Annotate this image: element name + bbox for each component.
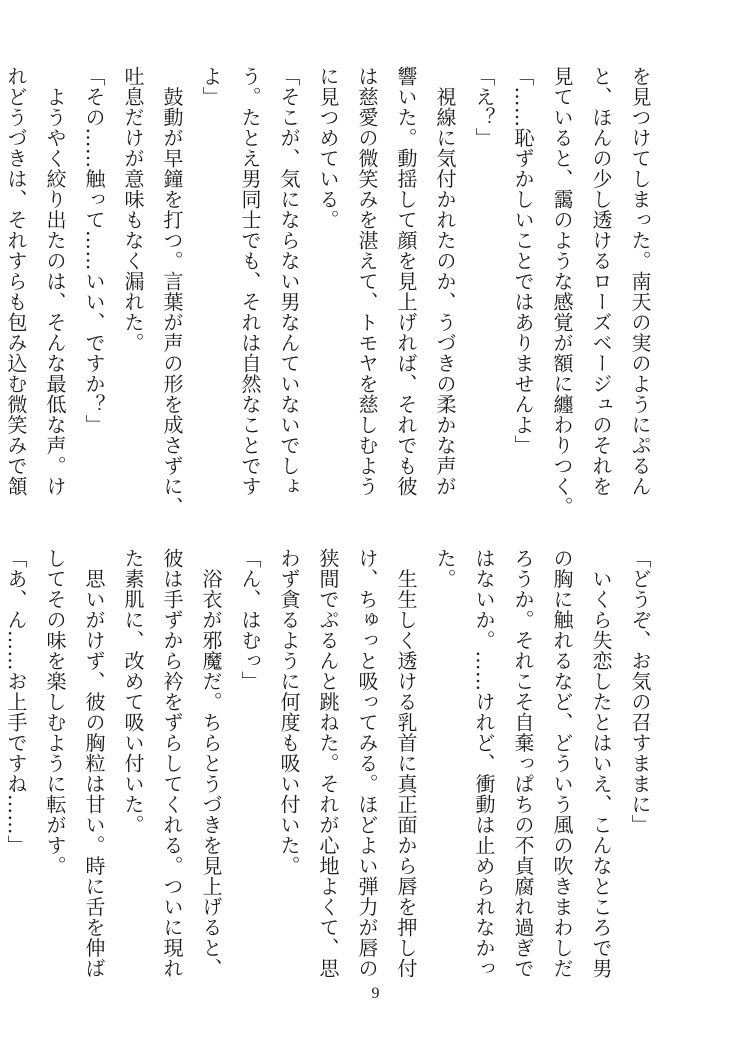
text-line: 生生しく透ける乳首に真正面から唇を押し付	[394, 548, 418, 979]
text-line: を見つけてしまった。南天の実のようにぷるん	[628, 66, 652, 497]
text-line: と、ほんの少し透けるローズベージュのそれを	[589, 66, 613, 497]
text-line: はないか。……けれど、衝動は止められなかっ	[472, 548, 496, 979]
text-line: 「その……触って……いい、ですか？」	[82, 66, 106, 435]
text-line: 彼は手ずから衿をずらしてくれる。ついに現れ	[160, 548, 184, 979]
text-line: に見つめている。	[316, 66, 340, 230]
text-line: う。たとえ男同士でも、それは自然なことです	[238, 66, 262, 497]
text-line: 「……恥ずかしいことではありませんよ」	[511, 66, 535, 456]
text-line: 「どうぞ、お気の召すままに」	[628, 548, 652, 835]
text-line: 「え？」	[472, 66, 496, 148]
text-line: いくら失恋したとはいえ、こんなところで男	[589, 548, 613, 979]
text-line: してその味を楽しむように転がす。	[43, 548, 67, 876]
text-line: 「ん、はむっ」	[238, 548, 262, 692]
page-number: 9	[371, 985, 380, 1002]
text-line: れどうづきは、それすらも包み込む微笑みで頷	[4, 66, 28, 497]
text-block-top	[4, 66, 655, 517]
text-line: わず貪るように何度も吸い付いた。	[277, 548, 301, 876]
text-line: 狭間でぷるんと跳ねた。それが心地よくて、思	[316, 548, 340, 979]
text-line: 浴衣が邪魔だ。ちらとうづきを見上げると、	[199, 548, 223, 979]
text-line: 思いがけず、彼の胸粒は甘い。時に舌を伸ば	[82, 548, 106, 979]
text-line: た素肌に、改めて吸い付いた。	[121, 548, 145, 835]
text-line: た。	[433, 548, 457, 589]
text-line: 響いた。動揺して顔を見上げれば、それでも彼	[394, 66, 418, 497]
text-line: 鼓動が早鐘を打つ。言葉が声の形を成さずに、	[160, 66, 184, 517]
text-block-bottom	[4, 548, 655, 988]
text-line: 「そこが、気にならない男なんていないでしょ	[277, 66, 301, 497]
text-line: 見ていると、靄のような感覚が額に纏わりつく。	[550, 66, 574, 517]
text-line: の胸に触れるなど、どういう風の吹きまわしだ	[550, 548, 574, 979]
text-line: は慈愛の微笑みを湛えて、トモヤを慈しむよう	[355, 66, 379, 497]
text-line: 「あ、ん……お上手ですね……」	[4, 548, 28, 856]
text-line: ようやく絞り出たのは、そんな最低な声。け	[43, 66, 67, 497]
text-line: 吐息だけが意味もなく漏れた。	[121, 66, 145, 353]
text-line: け、ちゅっと吸ってみる。ほどよい弾力が唇の	[355, 548, 379, 979]
text-line: よ」	[199, 66, 223, 107]
text-line: ろうか。それこそ自棄っぱちの不貞腐れ過ぎで	[511, 548, 535, 979]
text-line: 視線に気付かれたのか、うづきの柔かな声が	[433, 66, 457, 497]
